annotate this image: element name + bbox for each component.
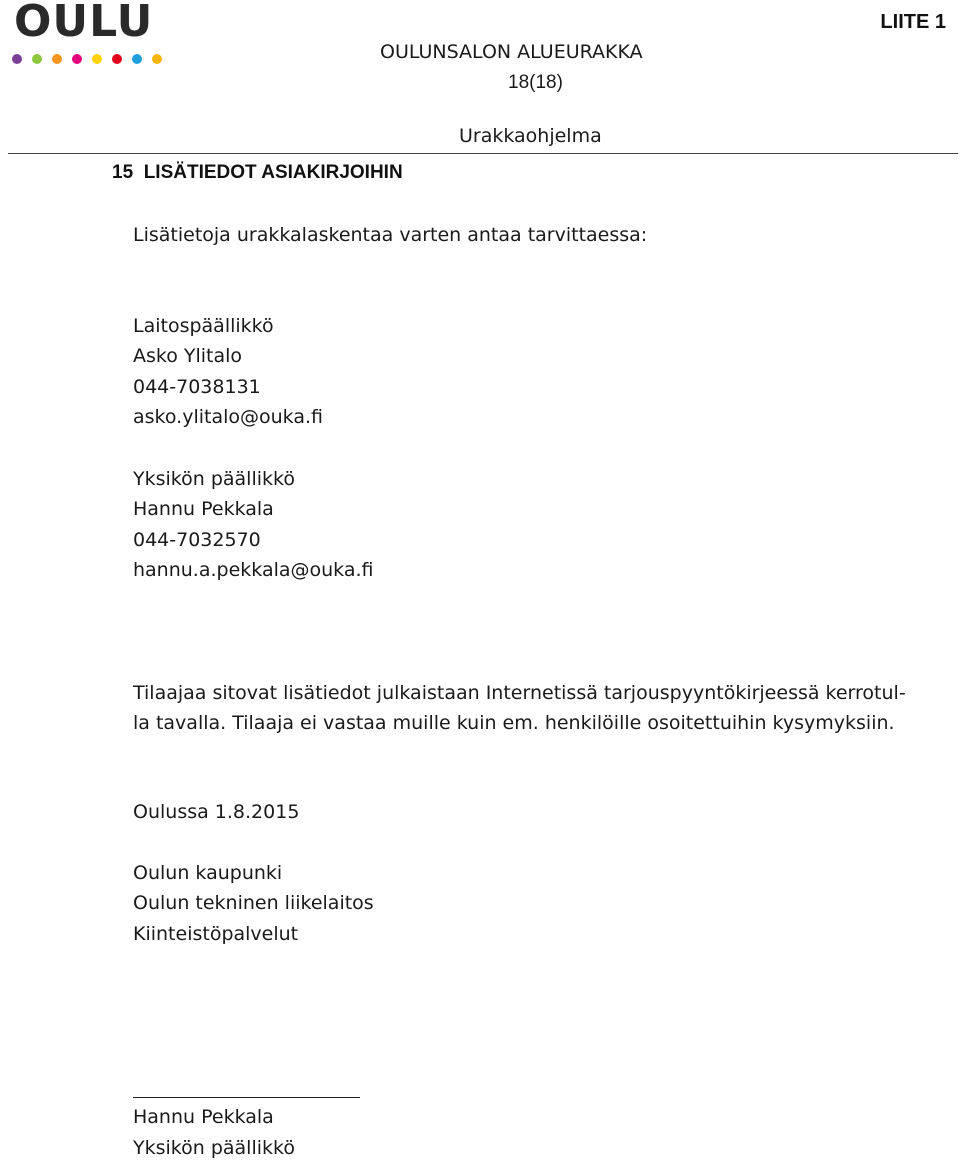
logo-dot bbox=[12, 54, 22, 64]
logo-dot bbox=[112, 54, 122, 64]
contact-email: hannu.a.pekkala@ouka.fi bbox=[133, 559, 374, 581]
contact-phone: 044-7032570 bbox=[133, 529, 261, 551]
place-date: Oulussa 1.8.2015 bbox=[133, 801, 300, 823]
section-number: 15 bbox=[112, 162, 134, 183]
logo-dot bbox=[72, 54, 82, 64]
signature-line bbox=[133, 1097, 360, 1098]
contact-role: Laitospäällikkö bbox=[133, 315, 274, 337]
contact-name: Asko Ylitalo bbox=[133, 345, 243, 367]
signatory-name: Hannu Pekkala bbox=[133, 1106, 274, 1128]
contact-phone: 044-7038131 bbox=[133, 376, 261, 398]
notice-line-2: la tavalla. Tilaaja ei vastaa muille kuin em. henkilöille osoitettuihin kysymyksiin. bbox=[133, 712, 895, 734]
document-type: Urakkaohjelma bbox=[459, 125, 602, 147]
issuer-line-3: Kiinteistöpalvelut bbox=[133, 923, 299, 945]
issuer-line-1: Oulun kaupunki bbox=[133, 862, 283, 884]
notice-line-1: Tilaajaa sitovat lisätiedot julkaistaan Internetissä tarjouspyyntökirjeessä kerrotul- bbox=[133, 682, 906, 704]
logo-dot bbox=[32, 54, 42, 64]
logo-dot bbox=[152, 54, 162, 64]
contact-email: asko.ylitalo@ouka.fi bbox=[133, 406, 323, 428]
contact-role: Yksikön päällikkö bbox=[133, 468, 295, 490]
section-heading bbox=[112, 162, 403, 184]
attachment-label: LIITE 1 bbox=[880, 11, 946, 33]
oulu-logo: OULU bbox=[14, 0, 154, 47]
section-title: LISÄTIEDOT ASIAKIRJOIHIN bbox=[143, 162, 403, 183]
header-divider bbox=[8, 153, 958, 154]
contact-name: Hannu Pekkala bbox=[133, 498, 274, 520]
logo-dot bbox=[92, 54, 102, 64]
organization-name: OULUNSALON ALUEURAKKA bbox=[380, 41, 643, 63]
page-indicator: 18(18) bbox=[508, 72, 563, 93]
logo-dot bbox=[132, 54, 142, 64]
signatory-title: Yksikön päällikkö bbox=[133, 1137, 295, 1159]
issuer-line-2: Oulun tekninen liikelaitos bbox=[133, 892, 374, 914]
intro-text: Lisätietoja urakkalaskentaa varten antaa tarvittaessa: bbox=[133, 224, 648, 246]
logo-dot bbox=[52, 54, 62, 64]
